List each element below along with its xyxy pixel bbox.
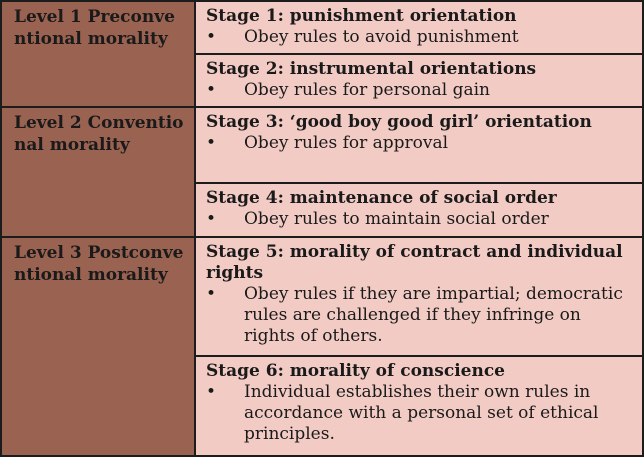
level-3-cell: [1, 237, 195, 456]
table-row: [1, 237, 643, 356]
stage-2-bullet: [206, 80, 636, 101]
stage-1-bullet-text: Obey rules to avoid punishment: [244, 27, 519, 47]
bullet-marker: •: [206, 284, 217, 304]
stage-3-title: Stage 3: ‘good boy good girl’ orientation: [206, 112, 592, 133]
table-row: [1, 107, 643, 182]
stage-2-bullet-text: Obey rules for personal gain: [244, 80, 491, 101]
stage-6-bullet: [206, 382, 636, 445]
stage-4-cell: [195, 183, 643, 237]
stage-4-bullet-text: Obey rules to maintain social order: [244, 208, 549, 229]
stage-3-bullet-text: Obey rules for approval: [244, 133, 449, 154]
stage-5-cell: [195, 237, 643, 356]
bullet-marker: •: [206, 133, 217, 154]
stage-2-title: Stage 2: instrumental orientations: [206, 59, 537, 80]
level-3-label: Level 3 Postconventional morality: [14, 243, 184, 285]
stage-4-bullet: [206, 209, 636, 230]
level-2-label: Level 2 Conventional morality: [14, 113, 184, 156]
stage-3-bullet: [206, 133, 636, 154]
stage-3-cell: [195, 107, 643, 182]
level-1-label: Level 1 Preconventional morality: [14, 7, 175, 49]
bullet-marker: •: [206, 80, 217, 101]
stage-4-title: Stage 4: maintenance of social order: [206, 187, 557, 208]
stage-5-title: Stage 5: morality of contract and individual rights: [206, 242, 623, 283]
table-row: [1, 1, 643, 54]
stage-5-bullet: [206, 284, 636, 347]
bullet-marker: •: [206, 208, 217, 229]
stage-2-cell: [195, 54, 643, 107]
stage-6-bullet-text: Individual establishes their own rules in accordance with a personal set of ethical principles.: [244, 381, 599, 444]
bullet-marker: •: [206, 381, 217, 402]
level-2-cell: [1, 107, 195, 237]
stage-6-cell: [195, 356, 643, 456]
stage-1-bullet: [206, 27, 636, 48]
stage-6-title: Stage 6: morality of conscience: [206, 360, 505, 381]
bullet-marker: •: [206, 27, 217, 47]
stage-5-bullet-text: Obey rules if they are impartial; democratic rules are challenged if they infringe on rights of others.: [244, 284, 623, 346]
stage-1-title: Stage 1: punishment orientation: [206, 6, 517, 26]
level-1-cell: [1, 1, 195, 107]
stage-1-cell: [195, 1, 643, 54]
